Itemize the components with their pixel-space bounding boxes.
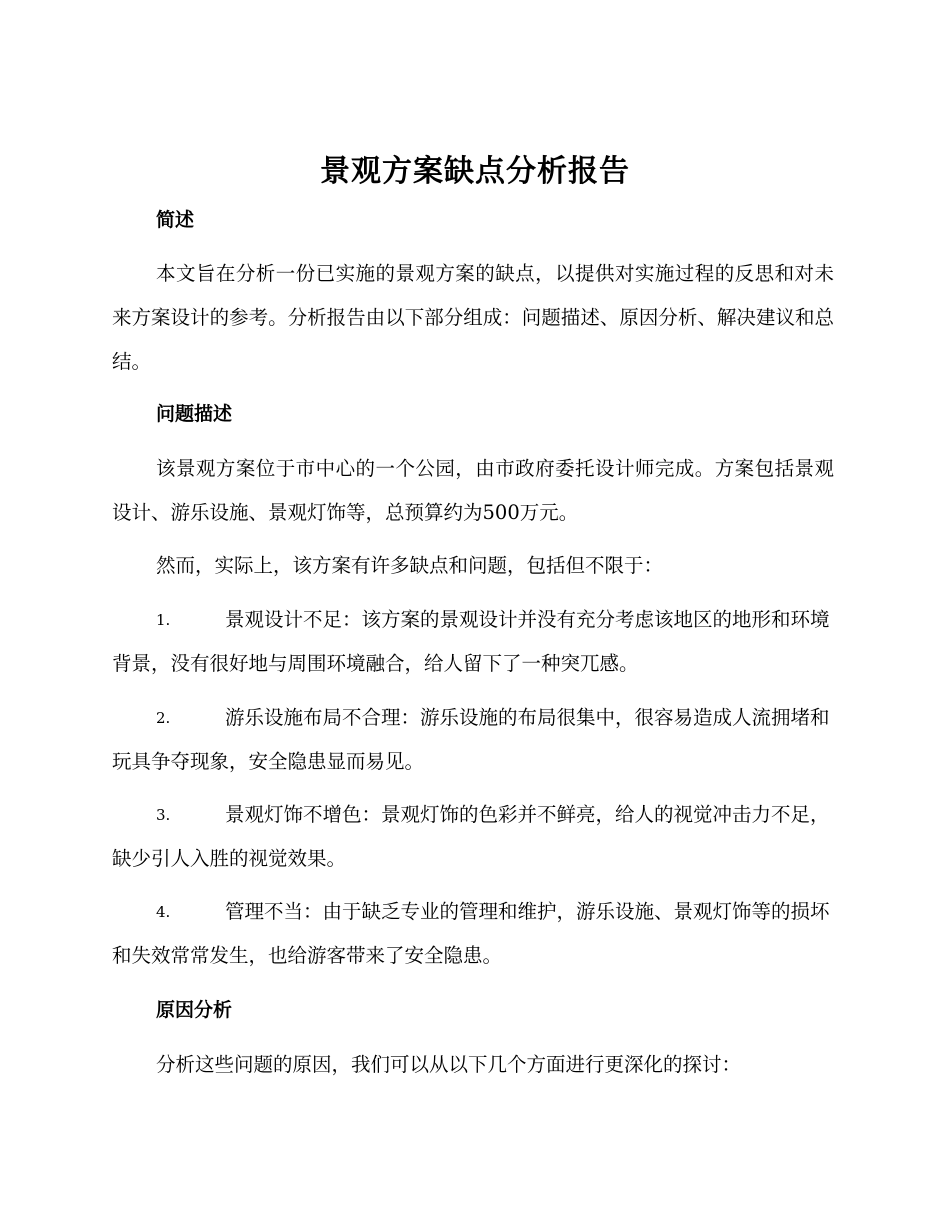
section-heading-problems: 问题描述 [156,403,233,425]
causes-paragraph: 分析这些问题的原因，我们可以从以下几个方面进行更深化的探讨： [156,1053,742,1076]
list-item-text: 游乐设施布局不合理：游乐设施的布局很集中，很容易造成人流拥堵和玩具争夺现象，安全隐患显而易见。 [112,706,830,773]
section-heading-causes: 原因分析 [156,999,233,1021]
list-item-number: 3. [156,806,171,824]
list-item-number: 1. [156,611,171,629]
problems-paragraph-2: 然而，实际上，该方案有许多缺点和问题，包括但不限于： [156,554,664,577]
list-item-text: 管理不当：由于缺乏专业的管理和维护，游乐设施、景观灯饰等的损坏和失效常常发生，也给游客带来了安全隐患。 [112,900,830,967]
list-item-text: 景观设计不足：该方案的景观设计并没有充分考虑该地区的地形和环境背景，没有很好地与周围环境融合，给人留下了一种突兀感。 [112,608,830,675]
document-title: 景观方案缺点分析报告 [320,154,630,189]
problems-paragraph-1: 该景观方案位于市中心的一个公园，由市政府委托设计师完成。方案包括景观设计、游乐设施、景观灯饰等，总预算约为500万元。 [112,457,834,524]
list-item-number: 4. [156,903,171,921]
list-item [112,696,834,784]
list-item [112,890,834,978]
section-heading-summary: 简述 [156,209,195,231]
list-item-text: 景观灯饰不增色：景观灯饰的色彩并不鲜亮，给人的视觉冲击力不足，缺少引人入胜的视觉效果。 [112,803,830,870]
list-item-number: 2. [156,709,171,727]
list-item [112,793,834,881]
list-item [112,598,834,686]
summary-paragraph: 本文旨在分析一份已实施的景观方案的缺点，以提供对实施过程的反思和对未来方案设计的参考。分析报告由以下部分组成：问题描述、原因分析、解决建议和总结。 [112,262,834,373]
